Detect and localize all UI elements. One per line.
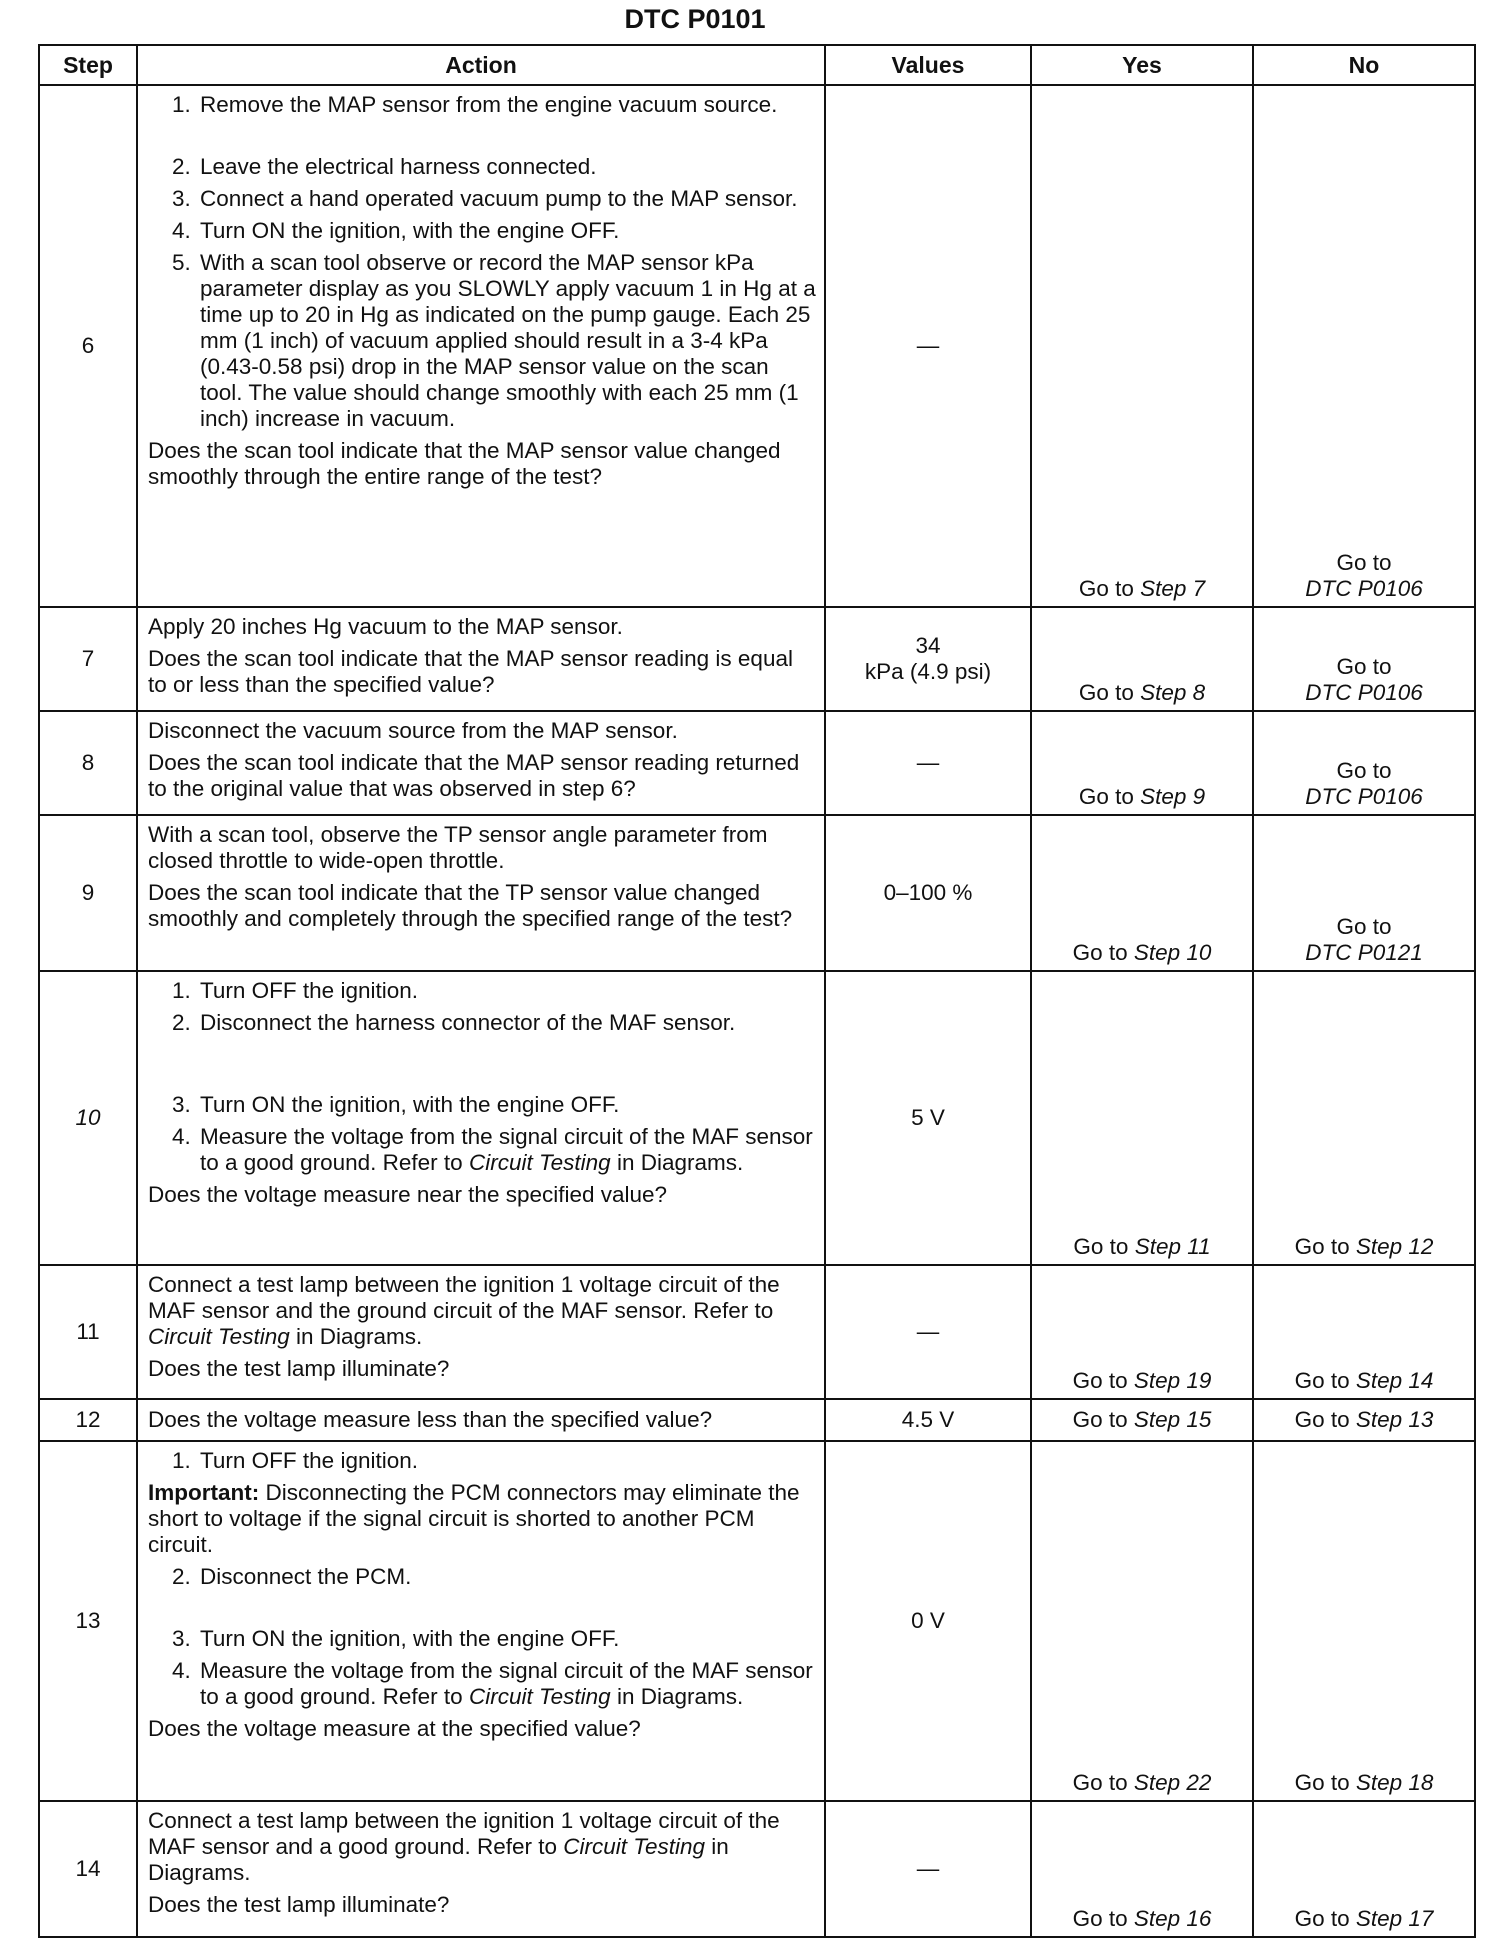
action-item: 3. Turn ON the ignition, with the engine OFF. xyxy=(172,1092,620,1117)
no-cell: Go to DTC P0106 xyxy=(1253,711,1475,815)
table-row xyxy=(39,85,1475,607)
action-text: With a scan tool, observe the TP sensor angle parameter from closed throttle to wide-open throttle. xyxy=(148,822,768,873)
action-item: 2. Disconnect the PCM. xyxy=(172,1564,412,1589)
step-number: 9 xyxy=(39,815,137,971)
header-action: Action xyxy=(137,45,825,85)
action-text: Connect a test lamp between the ignition 1 voltage circuit of the MAF sensor and a good ground. Refer to Circuit Testing in Diagrams. xyxy=(148,1808,780,1885)
action-question: Does the scan tool indicate that the MAP sensor reading returned to the original value that was observed in step 6? xyxy=(148,750,800,801)
diagnostic-table xyxy=(38,44,1476,1938)
table-row xyxy=(39,607,1475,711)
table-row xyxy=(39,815,1475,971)
table-header-row xyxy=(39,45,1475,85)
action-item: 4. Measure the voltage from the signal circuit of the MAF sensor to a good ground. Refer to Circuit Testing in Diagrams. xyxy=(172,1124,813,1175)
yes-cell: Go to Step 7 xyxy=(1031,85,1253,607)
no-cell: Go to DTC P0121 xyxy=(1253,815,1475,971)
yes-cell: Go to Step 10 xyxy=(1031,815,1253,971)
action-cell xyxy=(137,711,825,815)
table-row xyxy=(39,971,1475,1265)
header-no: No xyxy=(1253,45,1475,85)
table-row xyxy=(39,711,1475,815)
step-number: 7 xyxy=(39,607,137,711)
action-question: Does the test lamp illuminate? xyxy=(148,1356,450,1381)
step-number: 12 xyxy=(39,1399,137,1441)
no-cell: Go to Step 14 xyxy=(1253,1265,1475,1399)
no-cell: Go to Step 18 xyxy=(1253,1441,1475,1801)
action-text: Apply 20 inches Hg vacuum to the MAP sensor. xyxy=(148,614,623,639)
header-values: Values xyxy=(825,45,1031,85)
table-row xyxy=(39,1265,1475,1399)
page-title: DTC P0101 xyxy=(624,4,766,34)
yes-cell: Go to Step 11 xyxy=(1031,971,1253,1265)
action-cell xyxy=(137,1441,825,1801)
step-number: 6 xyxy=(39,85,137,607)
action-item: 5. With a scan tool observe or record the MAP sensor kPa parameter display as you SLOWLY apply vacuum 1 in Hg at a time up to 20 in Hg as indicated on the pump gauge. Each 25 mm (1 inch) of vacuum applied should result in a 3-4 kPa (0.43-0.58 psi) drop in the MAP sensor value on the scan tool. The value should change smoothly with each 25 mm (1 inch) increase in vacuum. xyxy=(172,250,816,431)
header-step: Step xyxy=(39,45,137,85)
action-item: 4. Measure the voltage from the signal circuit of the MAF sensor to a good ground. Refer to Circuit Testing in Diagrams. xyxy=(172,1658,813,1709)
value-cell: — xyxy=(825,711,1031,815)
action-question: Does the scan tool indicate that the TP sensor value changed smoothly and completely through the specified range of the test? xyxy=(148,880,793,931)
action-question: Does the voltage measure less than the specified value? xyxy=(148,1407,713,1432)
action-item: 2. Leave the electrical harness connected. xyxy=(172,154,597,179)
step-number: 10 xyxy=(39,971,137,1265)
step-number: 13 xyxy=(39,1441,137,1801)
value-cell: — xyxy=(825,1801,1031,1937)
table-row xyxy=(39,1441,1475,1801)
yes-cell: Go to Step 15 xyxy=(1031,1399,1253,1441)
value-cell: — xyxy=(825,85,1031,607)
action-question: Does the voltage measure at the specified value? xyxy=(148,1716,641,1741)
value-cell: 34 kPa (4.9 psi) xyxy=(825,607,1031,711)
action-item: 2. Disconnect the harness connector of the MAF sensor. xyxy=(172,1010,736,1035)
action-cell xyxy=(137,1399,825,1441)
action-item: 3. Connect a hand operated vacuum pump to the MAP sensor. xyxy=(172,186,798,211)
important-note: Important: Disconnecting the PCM connectors may eliminate the short to voltage if the signal circuit is shorted to another PCM circuit. xyxy=(148,1480,800,1557)
yes-cell: Go to Step 22 xyxy=(1031,1441,1253,1801)
no-cell: Go to Step 12 xyxy=(1253,971,1475,1265)
action-text: Connect a test lamp between the ignition 1 voltage circuit of the MAF sensor and the ground circuit of the MAF sensor. Refer to Circuit Testing in Diagrams. xyxy=(148,1272,780,1349)
value-cell: 0–100 % xyxy=(825,815,1031,971)
value-cell: 0 V xyxy=(825,1441,1031,1801)
action-question: Does the scan tool indicate that the MAP sensor reading is equal to or less than the specified value? xyxy=(148,646,793,697)
action-item: 3. Turn ON the ignition, with the engine OFF. xyxy=(172,1626,620,1651)
step-number: 14 xyxy=(39,1801,137,1937)
action-cell xyxy=(137,85,825,607)
action-question: Does the voltage measure near the specified value? xyxy=(148,1182,668,1207)
action-cell xyxy=(137,607,825,711)
action-cell xyxy=(137,1801,825,1937)
yes-cell: Go to Step 8 xyxy=(1031,607,1253,711)
step-number: 11 xyxy=(39,1265,137,1399)
no-cell: Go to DTC P0106 xyxy=(1253,85,1475,607)
value-cell: — xyxy=(825,1265,1031,1399)
action-cell xyxy=(137,815,825,971)
yes-cell: Go to Step 9 xyxy=(1031,711,1253,815)
action-question: Does the scan tool indicate that the MAP sensor value changed smoothly through the entire range of the test? xyxy=(148,438,781,489)
action-item: 4. Turn ON the ignition, with the engine OFF. xyxy=(172,218,620,243)
no-cell: Go to Step 17 xyxy=(1253,1801,1475,1937)
action-item: 1. Turn OFF the ignition. xyxy=(172,978,419,1003)
step-number: 8 xyxy=(39,711,137,815)
yes-cell: Go to Step 16 xyxy=(1031,1801,1253,1937)
table-row xyxy=(39,1801,1475,1937)
action-cell xyxy=(137,1265,825,1399)
no-cell: Go to Step 13 xyxy=(1253,1399,1475,1441)
no-cell: Go to DTC P0106 xyxy=(1253,607,1475,711)
action-question: Does the test lamp illuminate? xyxy=(148,1892,450,1917)
header-yes: Yes xyxy=(1031,45,1253,85)
action-text: Disconnect the vacuum source from the MAP sensor. xyxy=(148,718,678,743)
action-item: 1. Turn OFF the ignition. xyxy=(172,1448,419,1473)
action-cell xyxy=(137,971,825,1265)
value-cell: 4.5 V xyxy=(825,1399,1031,1441)
value-cell: 5 V xyxy=(825,971,1031,1265)
action-item: 1. Remove the MAP sensor from the engine vacuum source. xyxy=(172,92,778,117)
table-row xyxy=(39,1399,1475,1441)
yes-cell: Go to Step 19 xyxy=(1031,1265,1253,1399)
